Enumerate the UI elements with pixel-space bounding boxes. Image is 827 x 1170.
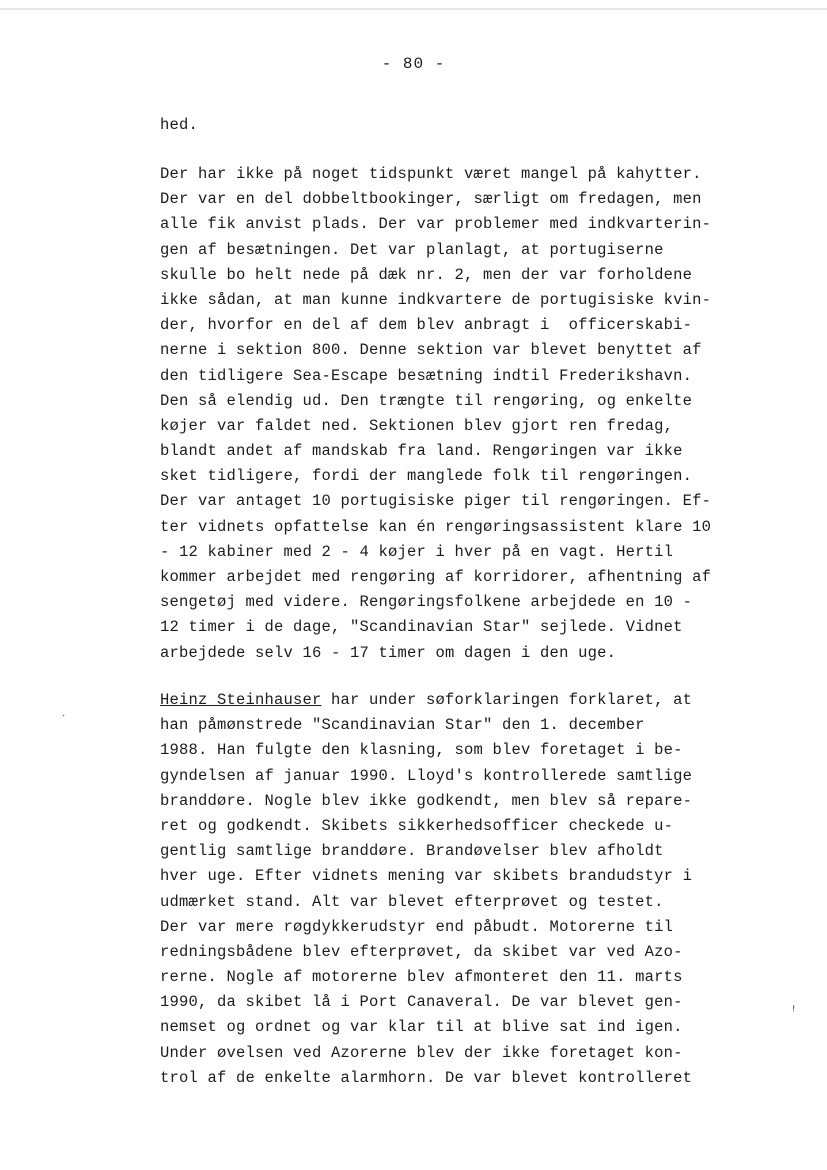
- text-line: sket tidligere, fordi der manglede folk til rengøringen.: [160, 467, 693, 486]
- margin-mark-right: ꜝ: [790, 1007, 798, 1021]
- continuation-text: hed.: [160, 116, 199, 134]
- text-line: nerne i sektion 800. Denne sektion var blevet benyttet af: [160, 341, 702, 360]
- text-line: Den så elendig ud. Den trængte til rengøring, og enkelte: [160, 391, 693, 410]
- text-line: nemset og ordnet og var klar til at blive sat ind igen.: [160, 1018, 683, 1037]
- margin-mark-left: ˏ: [60, 704, 68, 718]
- text-line: køjer var faldet ned. Sektionen blev gjort ren fredag,: [160, 416, 674, 435]
- paragraph-first-line: [160, 688, 760, 713]
- scan-edge-line: [0, 8, 827, 10]
- text-line: Der var mere røgdykkerudstyr end påbudt. Motorerne til: [160, 917, 674, 936]
- text-line: 12 timer i de dage, "Scandinavian Star" sejlede. Vidnet: [160, 618, 683, 637]
- continuation-block: [160, 113, 760, 138]
- text-line: hver uge. Efter vidnets mening var skibets brandudstyr i: [160, 867, 693, 886]
- text-line: 1990, da skibet lå i Port Canaveral. De var blevet gen-: [160, 993, 683, 1012]
- witness-name: Heinz Steinhauser: [160, 691, 322, 709]
- text-line: 1988. Han fulgte den klasning, som blev foretaget i be-: [160, 741, 683, 760]
- text-line: gentlig samtlige branddøre. Brandøvelser blev afholdt: [160, 842, 664, 861]
- text-line: alle fik anvist plads. Der var problemer med indkvarterin-: [160, 215, 712, 234]
- text-line: redningsbådene blev efterprøvet, da skibet var ved Azo-: [160, 942, 683, 961]
- text-line: ret og godkendt. Skibets sikkerhedsofficer checkede u-: [160, 816, 674, 835]
- paragraph-heinz-steinhauser: [160, 688, 760, 1091]
- text-line: den tidligere Sea-Escape besætning indtil Frederikshavn.: [160, 366, 693, 385]
- text-line: ter vidnets opfattelse kan én rengøringsassistent klare 10: [160, 517, 712, 536]
- text-line: blandt andet af mandskab fra land. Rengøringen var ikke: [160, 442, 683, 461]
- text-line: han påmønstrede "Scandinavian Star" den 1. december: [160, 716, 645, 735]
- text-line: Der har ikke på noget tidspunkt været mangel på kahytter.: [160, 165, 702, 183]
- text-line: udmærket stand. Alt var blevet efterprøvet og testet.: [160, 892, 664, 911]
- text-line: trol af de enkelte alarmhorn. De var blevet kontrolleret: [160, 1068, 693, 1087]
- text-line: Der var antaget 10 portugisiske piger til rengøringen. Ef-: [160, 492, 712, 511]
- text-line: gen af besætningen. Det var planlagt, at portugiserne: [160, 240, 664, 259]
- text-line: Der var en del dobbeltbookinger, særligt om fredagen, men: [160, 190, 702, 209]
- text-line: kommer arbejdet med rengøring af korridorer, afhentning af: [160, 568, 712, 586]
- text-line: branddøre. Nogle blev ikke godkendt, men blev så repare-: [160, 791, 693, 810]
- text-line: arbejdede selv 16 - 17 timer om dagen i den uge.: [160, 643, 617, 662]
- text-line: rerne. Nogle af motorerne blev afmonteret den 11. marts: [160, 968, 683, 987]
- text-line: - 12 kabiner med 2 - 4 køjer i hver på en vagt. Hertil: [160, 542, 674, 561]
- text-line: Under øvelsen ved Azorerne blev der ikke foretaget kon-: [160, 1043, 683, 1062]
- text-line: der, hvorfor en del af dem blev anbragt i officerskabi-: [160, 316, 693, 335]
- paragraph-crew-quarters: [160, 162, 760, 666]
- page-number: - 80 -: [381, 55, 446, 73]
- text-line: skulle bo helt nede på dæk nr. 2, men der var forholdene: [160, 265, 693, 284]
- first-line-text: har under søforklaringen forklaret, at: [321, 691, 693, 709]
- text-line: gyndelsen af januar 1990. Lloyd's kontrollerede samtlige: [160, 766, 693, 785]
- text-line: sengetøj med videre. Rengøringsfolkene arbejdede en 10 -: [160, 593, 693, 612]
- text-line: ikke sådan, at man kunne indkvartere de portugisiske kvin-: [160, 290, 712, 309]
